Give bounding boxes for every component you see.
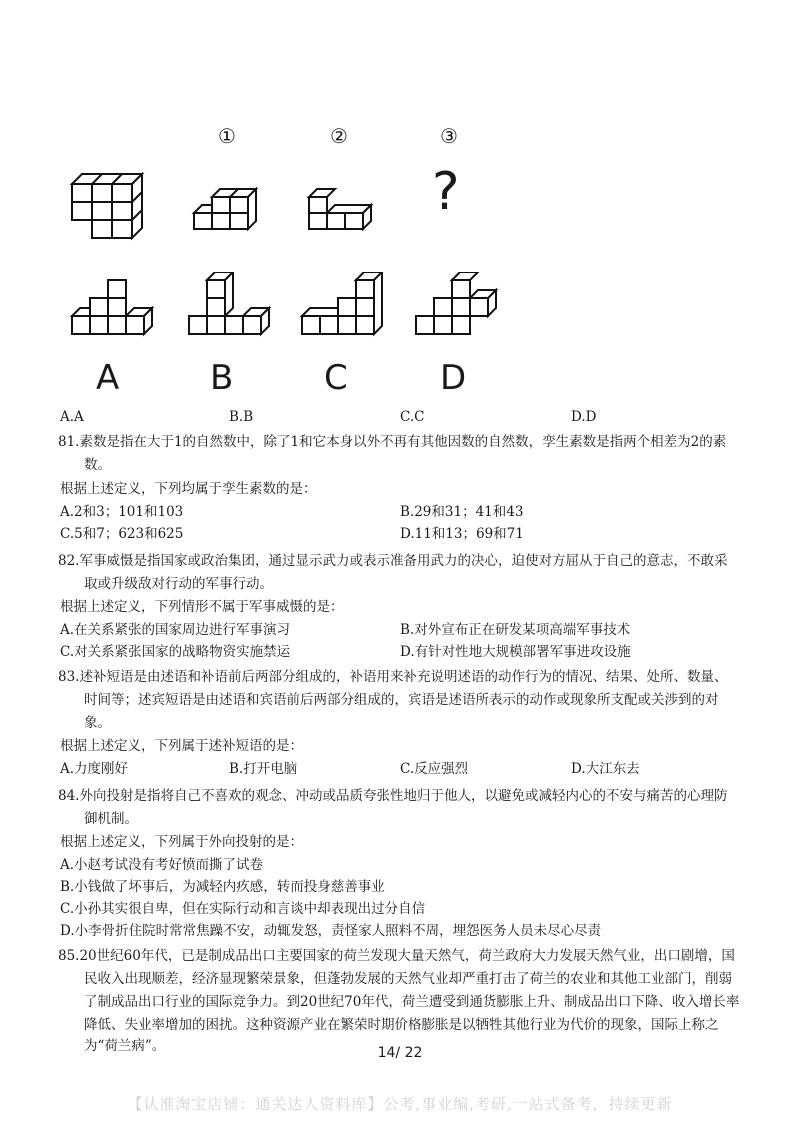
position-label-1: ① (218, 124, 236, 148)
question-mark: ? (432, 162, 460, 222)
q81-stem-line-2: 数。 (84, 457, 111, 473)
q85-line-2: 民收入出现顺差，经济显现繁荣景象，但蓬勃发展的天然气业却严重打击了荷兰的农业和其他工业部门，削弱 (84, 971, 732, 987)
option-letter-b: B (210, 358, 234, 398)
q83-stem-line-2: 时间等；述宾短语是由述语和宾语前后两部分组成的，宾语是述语所表示的动作或现象所支配或关涉到的对 (84, 692, 719, 708)
q81-option-a: A.2和3；101和103 (60, 504, 184, 520)
q80-option-b: B.B (229, 409, 254, 425)
q83-stem-line-3: 象。 (84, 715, 111, 731)
q83-stem-line-1: 83.述补短语是由述语和补语前后两部分组成的，补语用来补充说明述语的动作行为的情况、结果、处所、数量、 (58, 669, 728, 685)
q80-option-a: A.A (60, 409, 84, 425)
q82-stem-line-2: 取或升级敌对行动的军事行动。 (84, 576, 273, 592)
option-letter-d: D (440, 358, 467, 398)
q83-option-b: B.打开电脑 (229, 761, 298, 777)
q83-option-a: A.力度刚好 (60, 761, 129, 777)
page-number: 14/ 22 (377, 1045, 423, 1061)
q82-option-d: D.有针对性地大规模部署军事进攻设施 (400, 644, 631, 660)
q84-option-c: C.小孙其实很自卑，但在实际行动和言谈中却表现出过分自信 (60, 901, 426, 917)
q81-prompt: 根据上述定义，下列均属于孪生素数的是： (60, 481, 317, 497)
cube-stack-given (68, 162, 158, 242)
q83-option-d: D.大江东去 (571, 761, 640, 777)
q84-option-b: B.小钱做了坏事后，为减轻内疚感，转而投身慈善事业 (60, 879, 385, 895)
q84-option-d: D.小李骨折住院时常常焦躁不安，动辄发怒，责怪家人照料不周，埋怨医务人员未尽心尽责 (60, 923, 602, 939)
option-b-cubes (185, 272, 275, 344)
q83-option-c: C.反应强烈 (400, 761, 469, 777)
watermark-footer: 【认准淘宝店铺：通关达人资料库】公考,事业编,考研,一站式备考，持续更新 (127, 1095, 673, 1113)
cube-figure (60, 120, 540, 400)
q81-option-c: C.5和7；623和625 (60, 526, 184, 542)
q85-line-1: 85.20世纪60年代，已是制成品出口主要国家的荷兰发现大量天然气，荷兰政府大力发展天然气业，出口剧增，国 (58, 948, 735, 964)
q81-stem-line-1: 81.素数是指在大于1的自然数中，除了1和它本身以外不再有其他因数的自然数，孪生素数是指两个相差为2的素 (58, 434, 727, 450)
option-a-cubes (68, 272, 158, 344)
q82-option-b: B.对外宣布正在研发某项高端军事技术 (400, 622, 631, 638)
q81-option-d: D.11和13；69和71 (400, 526, 524, 542)
q85-line-3: 了制成品出口行业的国际竞争力。到20世纪70年代，荷兰遭受到通货膨胀上升、制成品出口下降、收入增长率 (84, 994, 740, 1010)
q80-option-d: D.D (571, 409, 597, 425)
q84-stem-line-1: 84.外向投射是指将自己不喜欢的观念、冲动或品质夸张性地归于他人，以避免或减轻内心的不安与痛苦的心理防 (58, 788, 728, 804)
q85-line-4: 降低、失业率增加的困扰。这种资源产业在繁荣时期价格膨胀是以牺牲其他行业为代价的现象，国际上称之 (84, 1017, 719, 1033)
q81-option-b: B.29和31；41和43 (400, 504, 524, 520)
q84-stem-line-2: 御机制。 (84, 811, 138, 827)
q84-option-a: A.小赵考试没有考好愤而撕了试卷 (60, 857, 264, 873)
q82-option-a: A.在关系紧张的国家周边进行军事演习 (60, 622, 291, 638)
q82-option-c: C.对关系紧张国家的战略物资实施禁运 (60, 644, 291, 660)
option-d-cubes (412, 272, 502, 344)
q80-option-c: C.C (400, 409, 425, 425)
cube-stack-1 (190, 175, 260, 240)
q83-prompt: 根据上述定义，下列属于述补短语的是： (60, 738, 303, 754)
position-label-3: ③ (440, 124, 458, 148)
option-letter-c: C (324, 358, 348, 398)
q82-stem-line-1: 82.军事威慑是指国家或政治集团，通过显示武力或表示准备用武力的决心，迫使对方屈从于自己的意志，不敢采 (58, 553, 728, 569)
q84-prompt: 根据上述定义，下列属于外向投射的是： (60, 834, 303, 850)
q85-line-5: 为“荷兰病”。 (84, 1038, 166, 1054)
cube-stack-2 (305, 175, 375, 240)
q82-prompt: 根据上述定义，下列情形不属于军事威慑的是： (60, 599, 344, 615)
option-c-cubes (298, 272, 388, 344)
option-letter-a: A (96, 358, 120, 398)
position-label-2: ② (330, 124, 348, 148)
